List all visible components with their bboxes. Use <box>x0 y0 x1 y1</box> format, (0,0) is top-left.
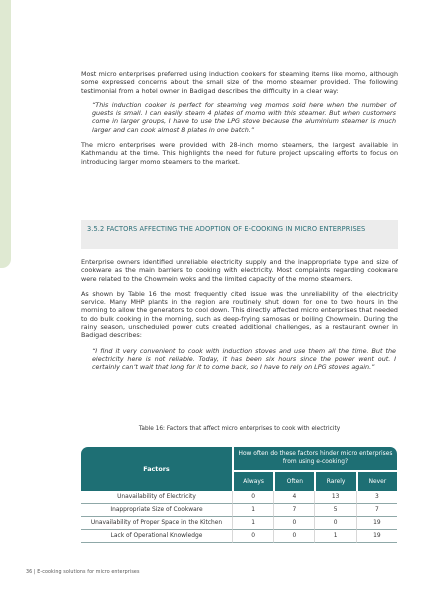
page-footer: 36 | E-cooking solutions for micro enterprises <box>26 570 140 575</box>
value-often: 7 <box>273 504 314 517</box>
value-always: 0 <box>232 491 273 504</box>
factor-name: Unavailability of Electricity <box>81 491 232 504</box>
paragraph-steaming: Most micro enterprises preferred using induction cookers for steaming items like momo, although some expressed concerns about the small size of the momo steamer provided. The following testimonial from a hotel owner in Badigad describes the difficulty in a clear way: <box>81 70 398 95</box>
factor-name: Inappropriate Size of Cookware <box>81 504 232 517</box>
section-heading: 3.5.2 FACTORS AFFECTING THE ADOPTION OF E-COOKING IN MICRO ENTERPRISES <box>81 220 398 249</box>
paragraph-barriers: Enterprise owners identified unreliable electricity supply and the inappropriate type and size of cookware as the main barriers to cooking with electricity. Most complaints regarding cookware were related to the Chowmein woks and the limited capacity of the momo steamers. <box>81 258 398 283</box>
value-always: 0 <box>232 530 273 543</box>
value-rarely: 13 <box>314 491 355 504</box>
lower-text-block <box>81 258 398 372</box>
value-always: 1 <box>232 517 273 530</box>
decorative-side-bar <box>0 0 11 268</box>
value-often: 0 <box>273 530 314 543</box>
value-never: 19 <box>356 517 397 530</box>
table-caption: Table 16: Factors that affect micro enterprises to cook with electricity <box>138 426 341 432</box>
header-rarely: Rarely <box>314 470 355 491</box>
table-row <box>81 491 397 504</box>
value-rarely: 1 <box>314 530 355 543</box>
factors-header: Factors <box>81 447 232 491</box>
header-never: Never <box>356 470 397 491</box>
value-rarely: 5 <box>314 504 355 517</box>
paragraph-momo-steamers: The micro enterprises were provided with 28-inch momo steamers, the largest available in Kathmandu at the time. This highlights the need for future project upscaling efforts to focus on introducing larger momo steamers to the market. <box>81 141 398 166</box>
paragraph-electricity: As shown by Table 16 the most frequently cited issue was the unreliability of the electricity service. Many MHP plants in the region are routinely shut down for one to two hours in the morning to allow the generators to cool down. This directly affected micro enterprises that needed to do bulk cooking in the morning, such as deep-frying samosas or boiling Chowmein. During the rainy season, unscheduled power cuts created additional challenges, as a restaurant owner in Badigad describes: <box>81 289 398 340</box>
value-never: 19 <box>356 530 397 543</box>
value-often: 4 <box>273 491 314 504</box>
table-row <box>81 517 397 530</box>
upper-text-block <box>81 70 398 166</box>
table-row <box>81 530 397 543</box>
value-rarely: 0 <box>314 517 355 530</box>
value-always: 1 <box>232 504 273 517</box>
value-often: 0 <box>273 517 314 530</box>
frequency-group-header: How often do these factors hinder micro enterprises from using e-cooking? <box>232 447 397 470</box>
value-never: 7 <box>356 504 397 517</box>
header-often: Often <box>273 470 314 491</box>
quote-hotel-owner: “This induction cooker is perfect for steaming veg momos sold here when the number of guests is small. I can easily steam 4 plates of momo with this steamer. But when customers come in larger groups, I have to use the LPG stove because the aluminium steamer is much larger and can cook almost 8 plates in one batch.” <box>92 100 396 134</box>
quote-restaurant-owner: “I find it very convenient to cook with induction stoves and use them all the time. But the electricity here is not reliable. Today, it has been six hours since the power went out. I certainly can’t wait that long for it to come back, so I have to rely on LPG stoves again.” <box>92 346 396 372</box>
factor-name: Unavailability of Proper Space in the Kitchen <box>81 517 232 530</box>
table-row <box>81 504 397 517</box>
value-never: 3 <box>356 491 397 504</box>
header-always: Always <box>232 470 273 491</box>
factor-name: Lack of Operational Knowledge <box>81 530 232 543</box>
factors-table <box>81 447 397 543</box>
